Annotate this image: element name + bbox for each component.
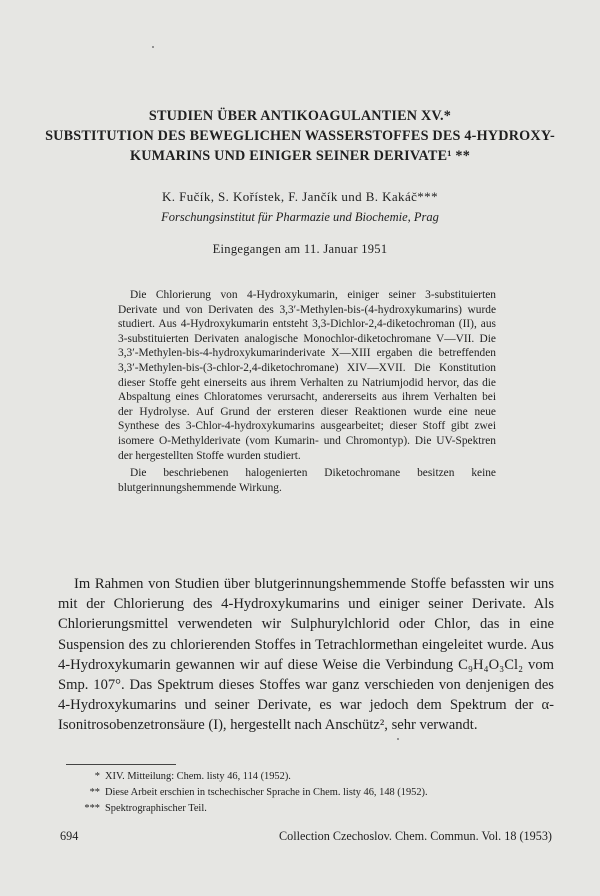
speck: [397, 738, 399, 740]
author-list: K. Fučík, S. Kořístek, F. Jančík und B. Kakáč***: [162, 189, 438, 204]
abstract-paragraph-2: Die beschriebenen halogenierten Diketochromane besitzen keine blutgerinnungshemmende Wirkung.: [118, 467, 496, 494]
abstract: [118, 288, 496, 495]
speck: [152, 46, 154, 48]
page-footer: [60, 829, 552, 844]
title-line-1: STUDIEN ÜBER ANTIKOAGULANTIEN XV.*: [148, 108, 452, 124]
footnote-rule: [66, 764, 176, 765]
article-title: [40, 106, 560, 166]
abstract-paragraph-1: Die Chlorierung von 4-Hydroxykumarin, einiger seiner 3-substituierten Derivate und von Derivaten des 3,3′-Methylen-bis-(4-hydroxykumarins) wurde studiert. Aus 4-Hydroxykumarin entsteht 3,3-Dichlor-2,4-diketochroman (II), aus 3-substituierten Derivaten analogische Monochlor-diketochromane V—VII. Die 3,3′-Methylen-bis-4-hydroxykumarinderivate X—XIII ergaben die betreffenden 3,3′-Methylen-bis-(3-chlor-2,4-diketochromane) XIV—XVII. Die Konstitution dieser Stoffe geht einerseits aus ihrem Verhalten zu Natriumjodid hervor, das die Abspaltung eines Chloratomes verursacht, andererseits aus ihrem Verhalten bei der Hydrolyse. Auf Grund der ersteren dieser Reaktionen wurde eine neue Synthese des 3-Chlor-4-hydroxykumarins ausgearbeitet; dieser Stoff gibt zwei isomere O-Methylderivate (vom Kumarin- und Chromontyp). Die UV-Spektren der hergestellten Stoffe wurden studiert.: [118, 289, 496, 462]
footnote-1: * XIV. Mitteilung: Chem. listy 46, 114 (1952).: [94, 771, 291, 782]
footnotes: [60, 769, 560, 817]
received-date: Eingegangen am 11. Januar 1951: [212, 242, 388, 256]
title-line-3: KUMARINS UND EINIGER SEINER DERIVATE¹ **: [129, 148, 471, 164]
institute-affiliation: Forschungsinstitut für Pharmazie und Biochemie, Prag: [161, 210, 439, 224]
footnote-3: *** Spektrographischer Teil.: [84, 803, 207, 814]
title-line-2: SUBSTITUTION DES BEWEGLICHEN WASSERSTOFFES DES 4-HYDROXY-: [45, 128, 555, 144]
body-paragraph: Im Rahmen von Studien über blutgerinnungshemmende Stoffe befassten wir uns mit der Chlorierung des 4-Hydroxykumarins und einiger seiner Derivate. Als Chlorierungsmittel verwendeten wir Sulphurylchlorid oder Chlor, das in eine Suspension des zu chlorierenden Stoffes in Tetrachlormethan eingeleitet wurde. Aus 4-Hydroxykumarin gewannen wir auf diese Weise die Verbindung C₉H₄O₃Cl₂ vom Smp. 107°. Das Spektrum dieses Stoffes war ganz verschieden von denjenigen des 4-Hydroxykumarins und seiner Derivate, es war jedoch dem Spektrum der α-Isonitrosobenzetronsäure (I), hergestellt nach Anschütz², sehr verwandt.: [58, 576, 554, 734]
journal-citation: Collection Czechoslov. Chem. Commun. Vol. 18 (1953): [279, 829, 552, 843]
page-number: 694: [60, 829, 79, 843]
footnote-2: ** Diese Arbeit erschien in tschechischer Sprache in Chem. listy 46, 148 (1952).: [89, 787, 428, 798]
body-text: [58, 574, 554, 736]
